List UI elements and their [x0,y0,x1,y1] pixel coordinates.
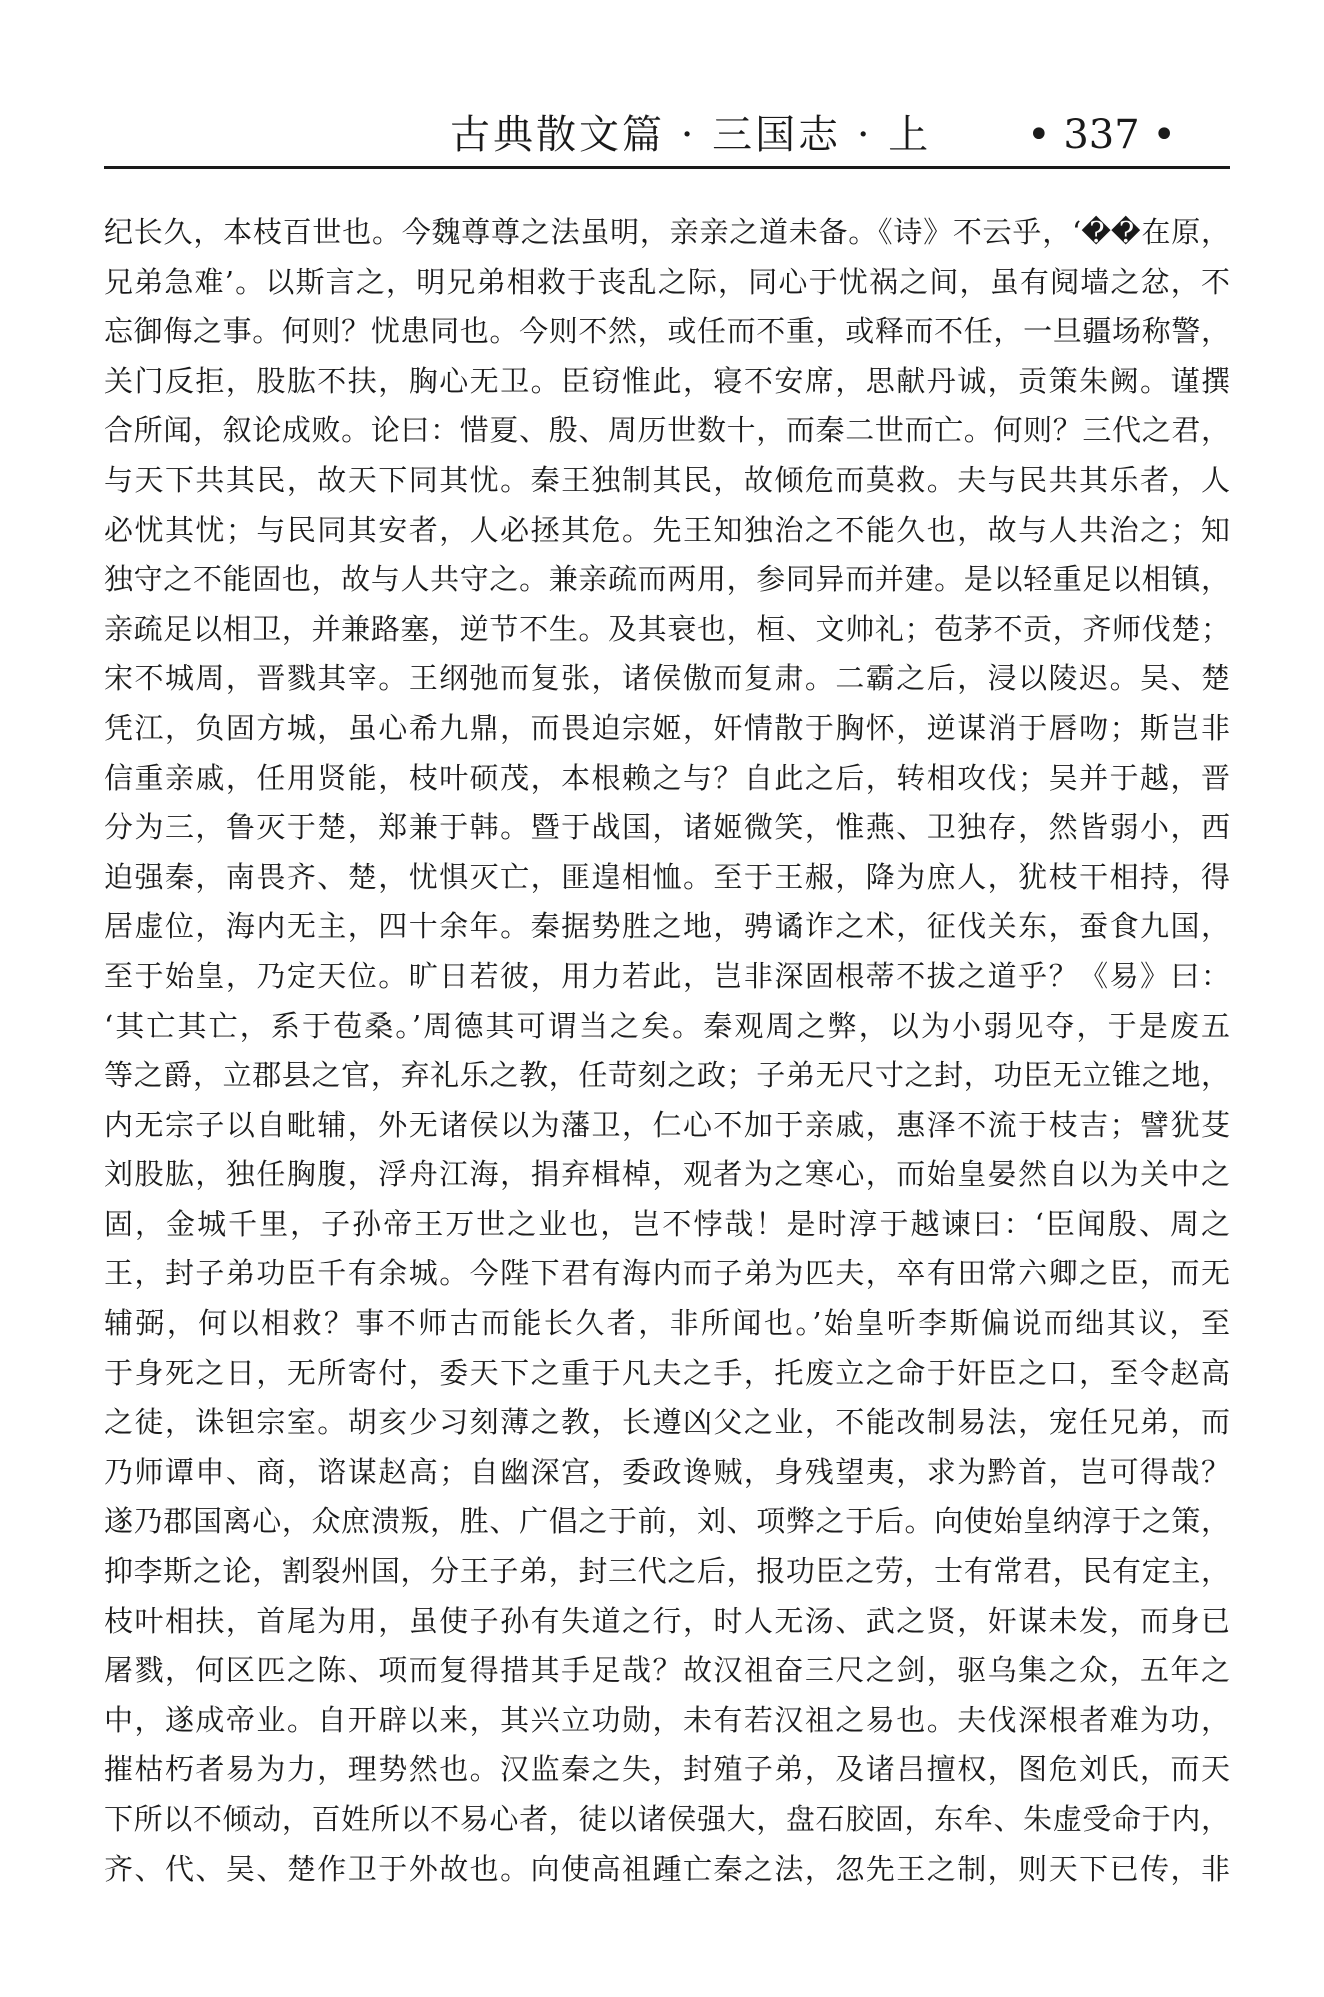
text-line: 凭江，负固方城，虽心希九鼎，而畏迫宗姬，奸情散于胸怀，逆谋消于唇吻；斯岂非 [104,710,1230,745]
text-line: 分为三，鲁灭于楚，郑兼于韩。暨于战国，诸姬微笑，惟燕、卫独存，然皆弱小，西 [104,810,1230,845]
page-number: • 337 • [1027,112,1176,158]
text-line: 枝叶相扶，首尾为用，虽使子孙有失道之行，时人无汤、武之贤，奸谋未发，而身已 [104,1603,1230,1638]
text-line: 屠戮，何区匹之陈、项而复得措其手足哉？故汉祖奋三尺之剑，驱乌集之众，五年之 [104,1653,1230,1688]
text-line: 摧枯朽者易为力，理势然也。汉监秦之失，封殖子弟，及诸吕擅权，图危刘氏，而天 [104,1752,1230,1787]
text-line: ‘其亡其亡，系于苞桑。’周德其可谓当之矣。秦观周之弊，以为小弱见夺，于是废五 [104,1008,1230,1043]
text-line: 刘股肱，独任胸腹，浮舟江海，捐弃楫棹，观者为之寒心，而始皇晏然自以为关中之 [104,1157,1230,1192]
text-line: 亲疏足以相卫，并兼路塞，逆节不生。及其衰也，桓、文帅礼；苞茅不贡，齐师伐楚； [104,611,1230,646]
text-line: 下所以不倾动，百姓所以不易心者，徒以诸侯强大，盘石胶固，东牟、朱虚受命于内， [104,1802,1230,1836]
header-rule [104,166,1230,169]
text-line: 抑李斯之论，割裂州国，分王子弟，封三代之后，报功臣之劳，士有常君，民有定主， [104,1554,1230,1589]
running-header [104,104,1230,168]
text-line: 王，封子弟功臣千有余城。今陛下君有海内而子弟为匹夫，卒有田常六卿之臣，而无 [104,1256,1230,1291]
text-line: 于身死之日，无所寄付，委天下之重于凡夫之手，托废立之命于奸臣之口，至令赵高 [104,1355,1230,1390]
text-line: 居虚位，海内无主，四十余年。秦据势胜之地，骋谲诈之术，征伐关东，蚕食九国， [104,909,1230,944]
text-line: 必忧其忧；与民同其安者，人必拯其危。先王知独治之不能久也，故与人共治之；知 [104,512,1230,547]
text-line: 等之爵，立郡县之官，弃礼乐之教，任苛刻之政；子弟无尺寸之封，功臣无立锥之地， [104,1058,1230,1093]
text-line: 忘御侮之事。何则？忧患同也。今则不然，或任而不重，或释而不任，一旦疆场称警， [104,314,1230,349]
text-line: 合所闻，叙论成败。论曰：惜夏、殷、周历世数十，而秦二世而亡。何则？三代之君， [104,413,1230,448]
text-line: 信重亲戚，任用贤能，枝叶硕茂，本根赖之与？自此之后，转相攻伐；吴并于越，晋 [104,760,1230,795]
text-line: 兄弟急难’。以斯言之，明兄弟相救于丧乱之际，同心于忧祸之间，虽有阋墙之忿，不 [104,264,1230,299]
header-title: 古典散文篇 · 三国志 · 上 [450,112,932,158]
text-line: 独守之不能固也，故与人共守之。兼亲疏而两用，参同异而并建。是以轻重足以相镇， [104,562,1230,597]
text-line: 内无宗子以自毗辅，外无诸侯以为藩卫，仁心不加于亲戚，惠泽不流于枝吉；譬犹芟 [104,1107,1230,1142]
text-line: 宋不城周，晋戮其宰。王纲弛而复张，诸侯傲而复肃。二霸之后，浸以陵迟。吴、楚 [104,661,1230,696]
text-line: 与天下共其民，故天下同其忧。秦王独制其民，故倾危而莫救。夫与民共其乐者，人 [104,462,1230,497]
text-line: 迫强秦，南畏齐、楚，忧惧灭亡，匪遑相恤。至于王赧，降为庶人，犹枝干相持，得 [104,859,1230,894]
text-line: 固，金城千里，子孙帝王万世之业也，岂不悖哉！是时淳于越谏曰：‘臣闻殷、周之 [104,1206,1230,1241]
text-line: 中，遂成帝业。自开辟以来，其兴立功勋，未有若汉祖之易也。夫伐深根者难为功， [104,1702,1230,1737]
text-line: 辅弼，何以相救？事不师古而能长久者，非所闻也。’始皇听李斯偏说而绌其议，至 [104,1306,1230,1341]
text-line: 关门反拒，股肱不扶，胸心无卫。臣窃惟此，寝不安席，思献丹诚，贡策朱阙。谨撰 [104,363,1230,398]
text-line: 之徒，诛钽宗室。胡亥少习刻薄之教，长遵凶父之业，不能改制易法，宠任兄弟，而 [104,1405,1230,1440]
text-line: 遂乃郡国离心，众庶溃叛，胜、广倡之于前，刘、项弊之于后。向使始皇纳淳于之策， [104,1504,1230,1539]
text-line: 乃师谭申、商，谘谋赵高；自幽深宫，委政谗贼，身残望夷，求为黔首，岂可得哉？ [104,1454,1230,1489]
text-line: 齐、代、吴、楚作卫于外故也。向使高祖踵亡秦之法，忽先王之制，则天下已传，非 [104,1851,1230,1886]
body-text [104,208,1230,1894]
text-line: 纪长久，本枝百世也。今魏尊尊之法虽明，亲亲之道未备。《诗》不云乎，‘��在原， [104,215,1230,249]
text-line: 至于始皇，乃定天位。旷日若彼，用力若此，岂非深固根蒂不拔之道乎？《易》曰： [104,958,1230,993]
